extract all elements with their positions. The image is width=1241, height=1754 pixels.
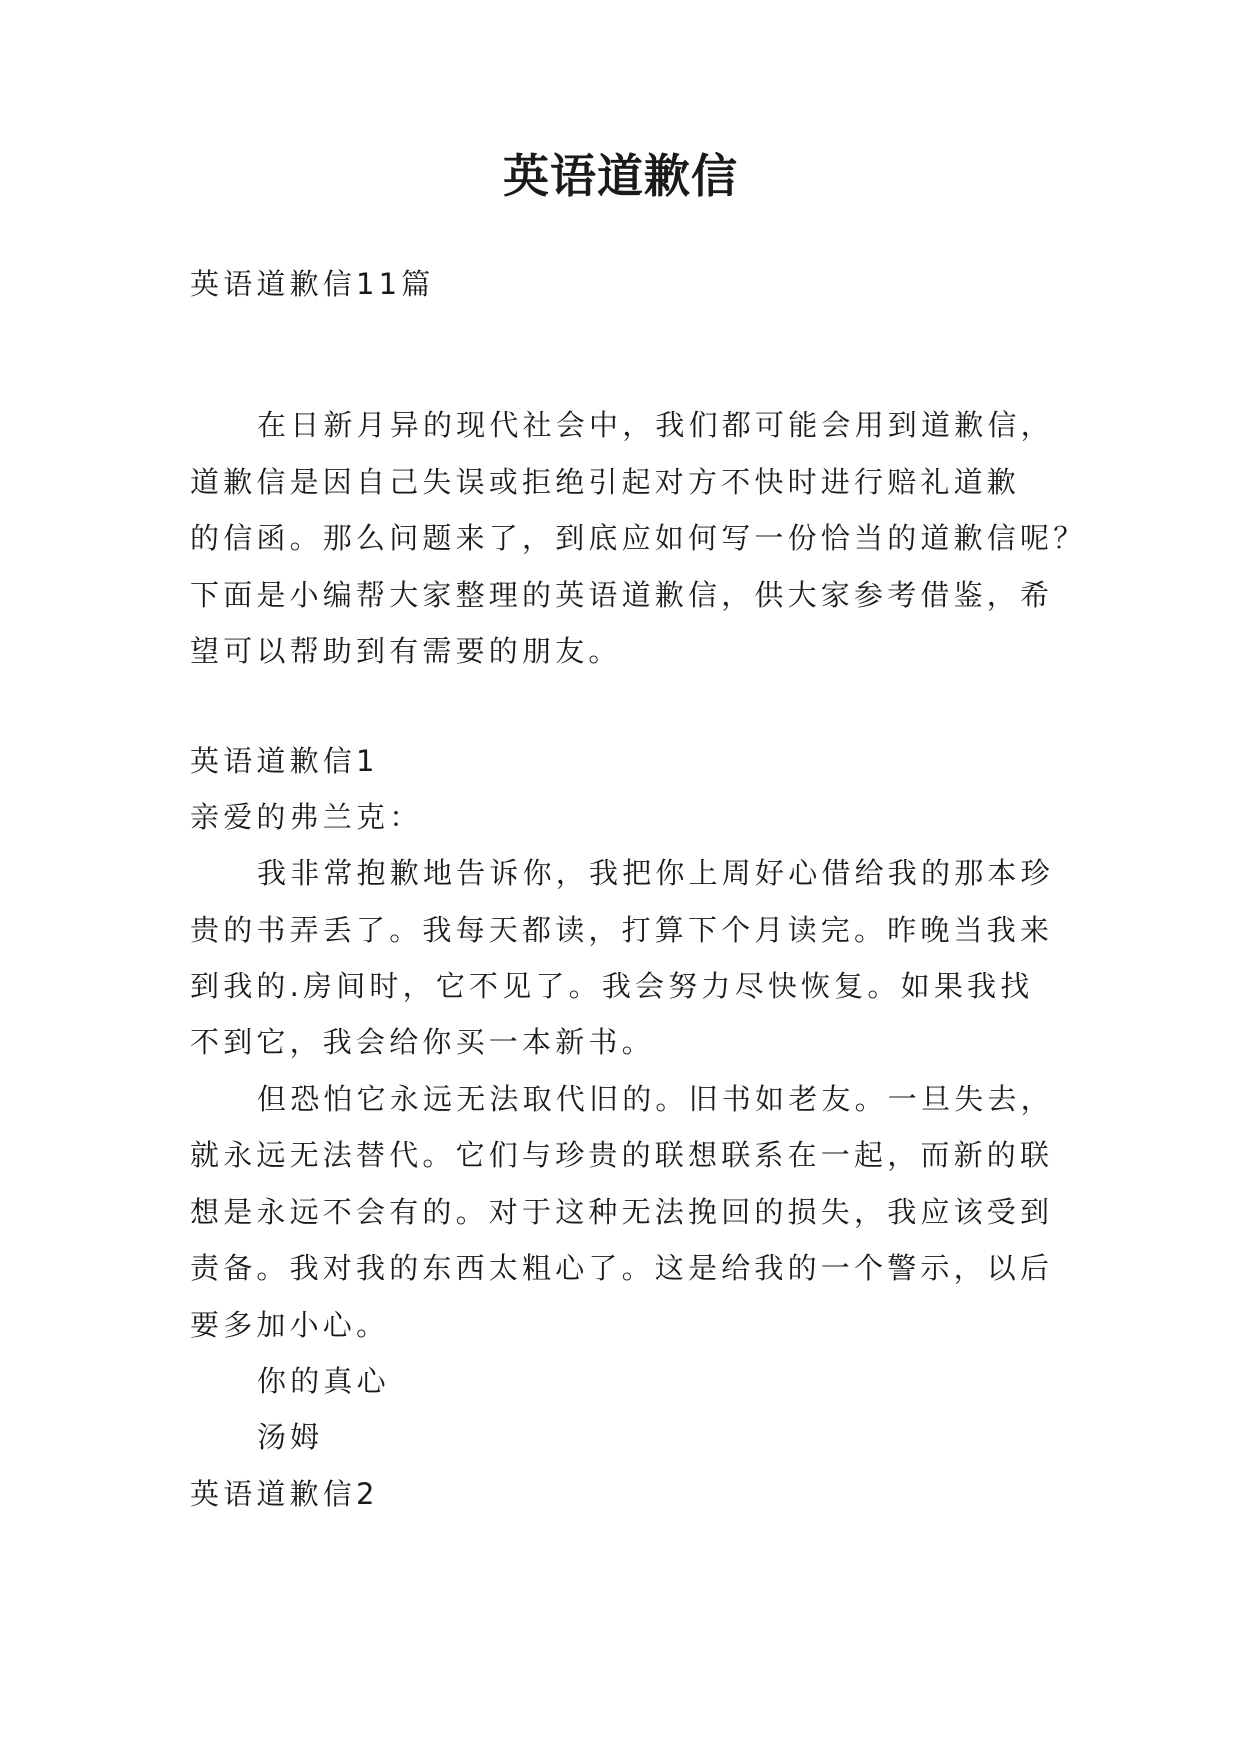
letter-1-paragraph-2-line: 就永远无法替代。它们与珍贵的联想联系在一起，而新的联 <box>190 1138 1054 1172</box>
intro-line: 在日新月异的现代社会中，我们都可能会用到道歉信， <box>257 408 1054 442</box>
letter-1-paragraph-2-line: 责备。我对我的东西太粗心了。这是给我的一个警示，以后 <box>190 1251 1054 1285</box>
letter-1-paragraph-2-line: 想是永远不会有的。对于这种无法挽回的损失，我应该受到 <box>190 1195 1054 1229</box>
intro-line: 下面是小编帮大家整理的英语道歉信，供大家参考借鉴，希 <box>190 578 1054 612</box>
intro-line: 的信函。那么问题来了，到底应如何写一份恰当的道歉信呢？ <box>190 521 1087 555</box>
letter-1-paragraph-1-line: 到我的.房间时，它不见了。我会努力尽快恢复。如果我找 <box>190 969 1034 1003</box>
letter-1-heading: 英语道歉信1 <box>190 744 379 778</box>
letter-1-closing: 你的真心 <box>257 1364 390 1398</box>
letter-1-paragraph-1-line: 不到它，我会给你买一本新书。 <box>190 1025 655 1059</box>
letter-1-paragraph-2-line: 要多加小心。 <box>190 1308 390 1342</box>
letter-1-paragraph-1-line: 我非常抱歉地告诉你，我把你上周好心借给我的那本珍 <box>257 856 1054 890</box>
letter-1-signature: 汤姆 <box>257 1420 324 1454</box>
document-title: 英语道歉信 <box>503 149 738 203</box>
letter-1-salutation: 亲爱的弗兰克： <box>190 800 423 834</box>
letter-1-paragraph-2-line: 但恐怕它永远无法取代旧的。旧书如老友。一旦失去， <box>257 1082 1054 1116</box>
letter-1-paragraph-1-line: 贵的书弄丢了。我每天都读，打算下个月读完。昨晚当我来 <box>190 913 1054 947</box>
intro-line: 道歉信是因自己失误或拒绝引起对方不快时进行赔礼道歉 <box>190 465 1021 499</box>
intro-line: 望可以帮助到有需要的朋友。 <box>190 634 622 668</box>
letter-2-heading: 英语道歉信2 <box>190 1477 379 1511</box>
document-subtitle: 英语道歉信11篇 <box>190 267 435 301</box>
